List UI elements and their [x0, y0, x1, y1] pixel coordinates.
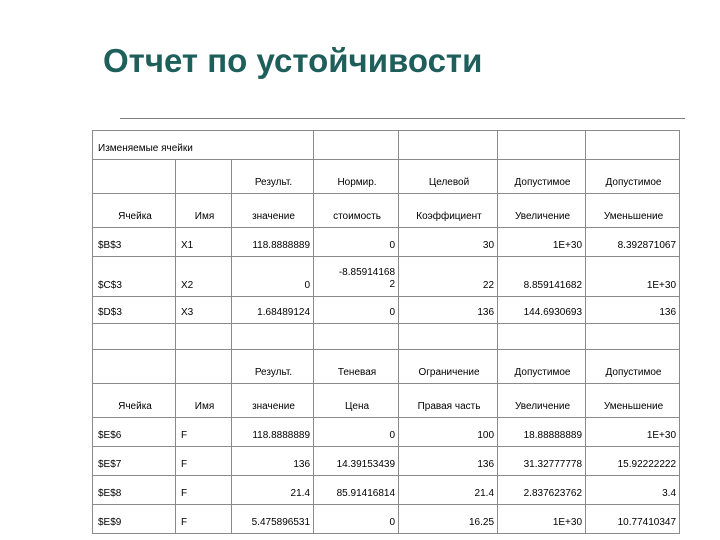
cell: $D$3	[93, 297, 176, 324]
cell: 31.32777778	[498, 447, 586, 476]
header-cell: Правая часть	[399, 384, 498, 418]
constraint-header-top-row	[93, 350, 680, 384]
header-cell: Имя	[176, 384, 232, 418]
cell: $E$7	[93, 447, 176, 476]
cell: 30	[399, 228, 498, 257]
section-label-row	[93, 131, 680, 160]
cell: 0	[314, 297, 399, 324]
header-cell: Допустимое	[586, 160, 680, 194]
header-cell: Допустимое	[498, 350, 586, 384]
header-cell: Нормир.	[314, 160, 399, 194]
cell: 1.68489124	[232, 297, 314, 324]
table-row	[93, 447, 680, 476]
header-cell: Имя	[176, 194, 232, 228]
header-cell: Ячейка	[93, 194, 176, 228]
header-cell: Увеличение	[498, 384, 586, 418]
header-cell: Увеличение	[498, 194, 586, 228]
cell: 16.25	[399, 505, 498, 534]
cell: $E$9	[93, 505, 176, 534]
cell: 18.88888889	[498, 418, 586, 447]
cell: 118.8888889	[232, 228, 314, 257]
cell: 144.6930693	[498, 297, 586, 324]
cell: $E$8	[93, 476, 176, 505]
cell: 21.4	[232, 476, 314, 505]
title-divider	[120, 118, 685, 119]
cell: $C$3	[93, 257, 176, 297]
cell: X1	[176, 228, 232, 257]
cell: 0	[232, 257, 314, 297]
variable-section-label: Изменяемые ячейки	[93, 131, 314, 160]
header-cell: Цена	[314, 384, 399, 418]
variable-header-bottom-row	[93, 194, 680, 228]
variable-header-top-row	[93, 160, 680, 194]
table-row	[93, 476, 680, 505]
header-cell: Уменьшение	[586, 384, 680, 418]
cell: 136	[232, 447, 314, 476]
cell: 1E+30	[586, 257, 680, 297]
header-cell: Ячейка	[93, 384, 176, 418]
header-cell: Результ.	[232, 350, 314, 384]
cell: 1E+30	[498, 505, 586, 534]
cell: X3	[176, 297, 232, 324]
header-cell: Коэффициент	[399, 194, 498, 228]
page-title: Отчет по устойчивости	[103, 42, 483, 79]
table-row	[93, 505, 680, 534]
cell: 8.392871067	[586, 228, 680, 257]
cell: F	[176, 418, 232, 447]
cell: F	[176, 476, 232, 505]
cell: F	[176, 505, 232, 534]
table-row	[93, 228, 680, 257]
cell: 14.39153439	[314, 447, 399, 476]
cell: $E$6	[93, 418, 176, 447]
table-row	[93, 418, 680, 447]
header-cell: стоимость	[314, 194, 399, 228]
header-cell: Допустимое	[498, 160, 586, 194]
cell: 15.92222222	[586, 447, 680, 476]
cell: 10.77410347	[586, 505, 680, 534]
header-cell: Целевой	[399, 160, 498, 194]
cell: 0	[314, 228, 399, 257]
cell: -8.85914168 2	[314, 257, 399, 297]
cell: 85.91416814	[314, 476, 399, 505]
header-cell: Ограничение	[399, 350, 498, 384]
cell: 136	[399, 447, 498, 476]
cell: 5.475896531	[232, 505, 314, 534]
header-cell: значение	[232, 194, 314, 228]
header-cell: значение	[232, 384, 314, 418]
header-cell: Результ.	[232, 160, 314, 194]
table-row	[93, 297, 680, 324]
cell: 2.837623762	[498, 476, 586, 505]
spacer-row	[93, 324, 680, 350]
header-cell: Допустимое	[586, 350, 680, 384]
cell: 1E+30	[586, 418, 680, 447]
cell: 0	[314, 418, 399, 447]
header-cell: Уменьшение	[586, 194, 680, 228]
cell: 22	[399, 257, 498, 297]
cell: 3.4	[586, 476, 680, 505]
cell: 1E+30	[498, 228, 586, 257]
cell: 100	[399, 418, 498, 447]
cell: 118.8888889	[232, 418, 314, 447]
cell: $B$3	[93, 228, 176, 257]
cell: 136	[399, 297, 498, 324]
cell: 8.859141682	[498, 257, 586, 297]
cell: 0	[314, 505, 399, 534]
cell: F	[176, 447, 232, 476]
header-cell: Теневая	[314, 350, 399, 384]
cell: 136	[586, 297, 680, 324]
cell: X2	[176, 257, 232, 297]
constraint-header-bottom-row	[93, 384, 680, 418]
sensitivity-report-table	[92, 130, 680, 534]
cell: 21.4	[399, 476, 498, 505]
table-row	[93, 257, 680, 297]
